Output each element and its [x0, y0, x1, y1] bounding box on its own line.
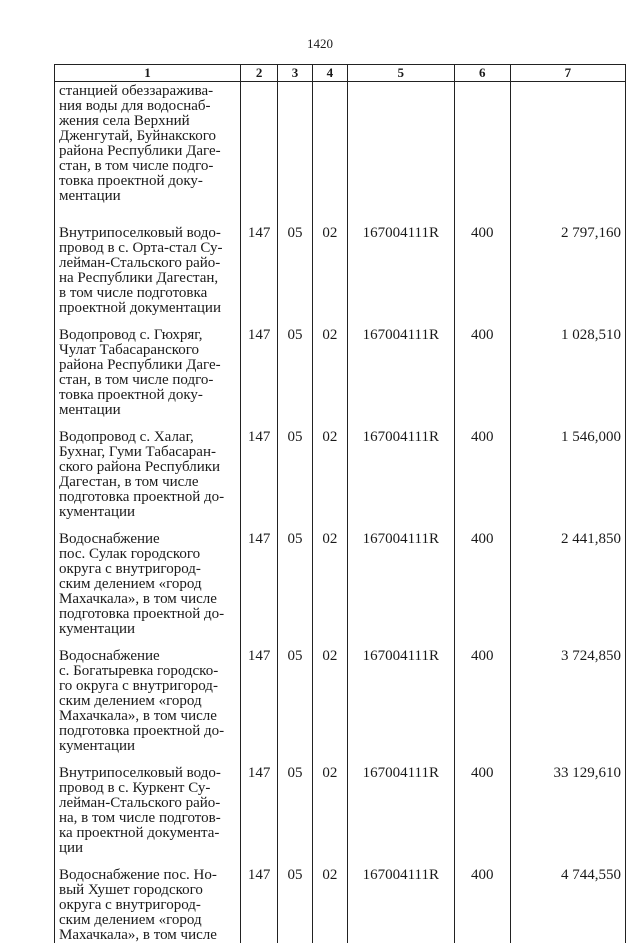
- row-name-line: Водоснабжение: [59, 649, 236, 664]
- row-name-line: Водопровод с. Халаг,: [59, 430, 236, 445]
- row-code-6-cell: 400: [454, 418, 510, 520]
- row-code-6-cell: 400: [454, 520, 510, 637]
- row-code-4-cell: 02: [312, 637, 347, 754]
- row-name-line: района Республики Даге-: [59, 358, 236, 373]
- row-code-5-cell: 167004111R: [347, 856, 454, 943]
- row-name-line: ского района Республики: [59, 460, 236, 475]
- row-code-3-cell: 05: [278, 856, 313, 943]
- row-name-line: товка проектной доку-: [59, 174, 236, 189]
- row-code-3-cell: 05: [278, 754, 313, 856]
- row-name-line: с. Богатыревка городско-: [59, 664, 236, 679]
- row-name-line: округа с внутригород-: [59, 562, 236, 577]
- row-name-line: лейман-Стальского райо-: [59, 256, 236, 271]
- table-row: [55, 214, 626, 316]
- row-code-6-cell: [454, 82, 510, 215]
- row-code-2-cell: 147: [241, 637, 278, 754]
- row-name-line: вый Хушет городского: [59, 883, 236, 898]
- table-row: [55, 82, 626, 215]
- row-name-line: провод в с. Куркент Су-: [59, 781, 236, 796]
- row-name-line: подготовка проектной до-: [59, 490, 236, 505]
- row-code-6-cell: 400: [454, 856, 510, 943]
- row-name-cell: [55, 316, 241, 418]
- table-row: [55, 418, 626, 520]
- row-amount-cell: 2 797,160: [510, 214, 625, 316]
- row-name-line: ка проектной документа-: [59, 826, 236, 841]
- row-name-line: ния воды для водоснаб-: [59, 99, 236, 114]
- header-col-2: 2: [241, 65, 278, 82]
- row-code-3-cell: 05: [278, 637, 313, 754]
- row-name-line: лейман-Стальского райо-: [59, 796, 236, 811]
- header-row: [55, 65, 626, 82]
- row-code-4-cell: 02: [312, 418, 347, 520]
- row-name-line: района Республики Даге-: [59, 144, 236, 159]
- header-col-7: 7: [510, 65, 625, 82]
- row-name-line: Водопровод с. Гюхряг,: [59, 328, 236, 343]
- header-col-5: 5: [347, 65, 454, 82]
- row-code-2-cell: [241, 82, 278, 215]
- row-name-line: кументации: [59, 739, 236, 754]
- row-code-4-cell: [312, 82, 347, 215]
- budget-table: [54, 64, 626, 943]
- row-code-2-cell: 147: [241, 418, 278, 520]
- row-amount-cell: [510, 82, 625, 215]
- row-name-cell: [55, 418, 241, 520]
- row-amount-cell: 2 441,850: [510, 520, 625, 637]
- row-code-2-cell: 147: [241, 520, 278, 637]
- row-code-2-cell: 147: [241, 316, 278, 418]
- row-code-2-cell: 147: [241, 214, 278, 316]
- row-name-line: Махачкала», в том числе: [59, 928, 236, 943]
- row-name-line: ментации: [59, 403, 236, 418]
- row-name-line: подготовка проектной до-: [59, 607, 236, 622]
- row-name-line: стан, в том числе подго-: [59, 159, 236, 174]
- row-name-line: ским делением «город: [59, 694, 236, 709]
- row-code-4-cell: 02: [312, 754, 347, 856]
- row-name-line: Дженгутай, Буйнакского: [59, 129, 236, 144]
- row-name-line: го округа с внутригород-: [59, 679, 236, 694]
- row-code-3-cell: 05: [278, 418, 313, 520]
- row-code-6-cell: 400: [454, 214, 510, 316]
- table-body: [55, 82, 626, 943]
- row-name-line: пос. Сулак городского: [59, 547, 236, 562]
- row-name-line: в том числе подготовка: [59, 286, 236, 301]
- row-code-5-cell: 167004111R: [347, 418, 454, 520]
- row-code-6-cell: 400: [454, 637, 510, 754]
- row-name-line: округа с внутригород-: [59, 898, 236, 913]
- row-name-line: Внутрипоселковый водо-: [59, 766, 236, 781]
- row-amount-cell: 1 028,510: [510, 316, 625, 418]
- row-amount-cell: 3 724,850: [510, 637, 625, 754]
- row-name-cell: [55, 754, 241, 856]
- row-amount-cell: 1 546,000: [510, 418, 625, 520]
- row-name-line: Водоснабжение: [59, 532, 236, 547]
- table-row: [55, 520, 626, 637]
- table-row: [55, 856, 626, 943]
- row-name-line: Внутрипоселковый водо-: [59, 226, 236, 241]
- table-row: [55, 637, 626, 754]
- row-code-5-cell: 167004111R: [347, 637, 454, 754]
- row-code-5-cell: 167004111R: [347, 214, 454, 316]
- page-number: 1420: [0, 36, 640, 52]
- row-code-3-cell: [278, 82, 313, 215]
- row-code-4-cell: 02: [312, 856, 347, 943]
- row-code-4-cell: 02: [312, 316, 347, 418]
- row-name-cell: [55, 214, 241, 316]
- row-name-line: на Республики Дагестан,: [59, 271, 236, 286]
- header-col-6: 6: [454, 65, 510, 82]
- row-name-line: подготовка проектной до-: [59, 724, 236, 739]
- row-name-line: ции: [59, 841, 236, 856]
- row-code-6-cell: 400: [454, 316, 510, 418]
- row-amount-cell: 33 129,610: [510, 754, 625, 856]
- row-name-line: ским делением «город: [59, 577, 236, 592]
- row-name-line: стан, в том числе подго-: [59, 373, 236, 388]
- row-name-line: товка проектной доку-: [59, 388, 236, 403]
- row-code-2-cell: 147: [241, 856, 278, 943]
- row-name-line: на, в том числе подготов-: [59, 811, 236, 826]
- row-name-line: жения села Верхний: [59, 114, 236, 129]
- row-name-line: кументации: [59, 622, 236, 637]
- row-name-line: Чулат Табасаранского: [59, 343, 236, 358]
- table-header: [55, 65, 626, 82]
- table-row: [55, 316, 626, 418]
- row-code-5-cell: [347, 82, 454, 215]
- row-code-3-cell: 05: [278, 520, 313, 637]
- row-name-line: провод в с. Орта-стал Су-: [59, 241, 236, 256]
- row-name-line: Махачкала», в том числе: [59, 592, 236, 607]
- row-code-2-cell: 147: [241, 754, 278, 856]
- row-name-line: Махачкала», в том числе: [59, 709, 236, 724]
- header-col-4: 4: [312, 65, 347, 82]
- row-name-line: ментации: [59, 189, 236, 204]
- table-row: [55, 754, 626, 856]
- row-name-line: Дагестан, в том числе: [59, 475, 236, 490]
- row-name-line: Водоснабжение пос. Но-: [59, 868, 236, 883]
- row-name-line: Бухнаг, Гуми Табасаран-: [59, 445, 236, 460]
- row-name-cell: [55, 520, 241, 637]
- row-name-cell: [55, 856, 241, 943]
- row-name-line: проектной документации: [59, 301, 236, 316]
- header-col-3: 3: [278, 65, 313, 82]
- row-code-6-cell: 400: [454, 754, 510, 856]
- row-name-line: станцией обеззаражива-: [59, 84, 236, 99]
- row-code-4-cell: 02: [312, 214, 347, 316]
- row-name-cell: [55, 82, 241, 215]
- row-code-5-cell: 167004111R: [347, 520, 454, 637]
- row-name-line: кументации: [59, 505, 236, 520]
- row-amount-cell: 4 744,550: [510, 856, 625, 943]
- row-name-line: ским делением «город: [59, 913, 236, 928]
- row-name-cell: [55, 637, 241, 754]
- header-col-1: 1: [55, 65, 241, 82]
- row-code-3-cell: 05: [278, 214, 313, 316]
- row-code-4-cell: 02: [312, 520, 347, 637]
- row-code-5-cell: 167004111R: [347, 316, 454, 418]
- row-code-3-cell: 05: [278, 316, 313, 418]
- row-code-5-cell: 167004111R: [347, 754, 454, 856]
